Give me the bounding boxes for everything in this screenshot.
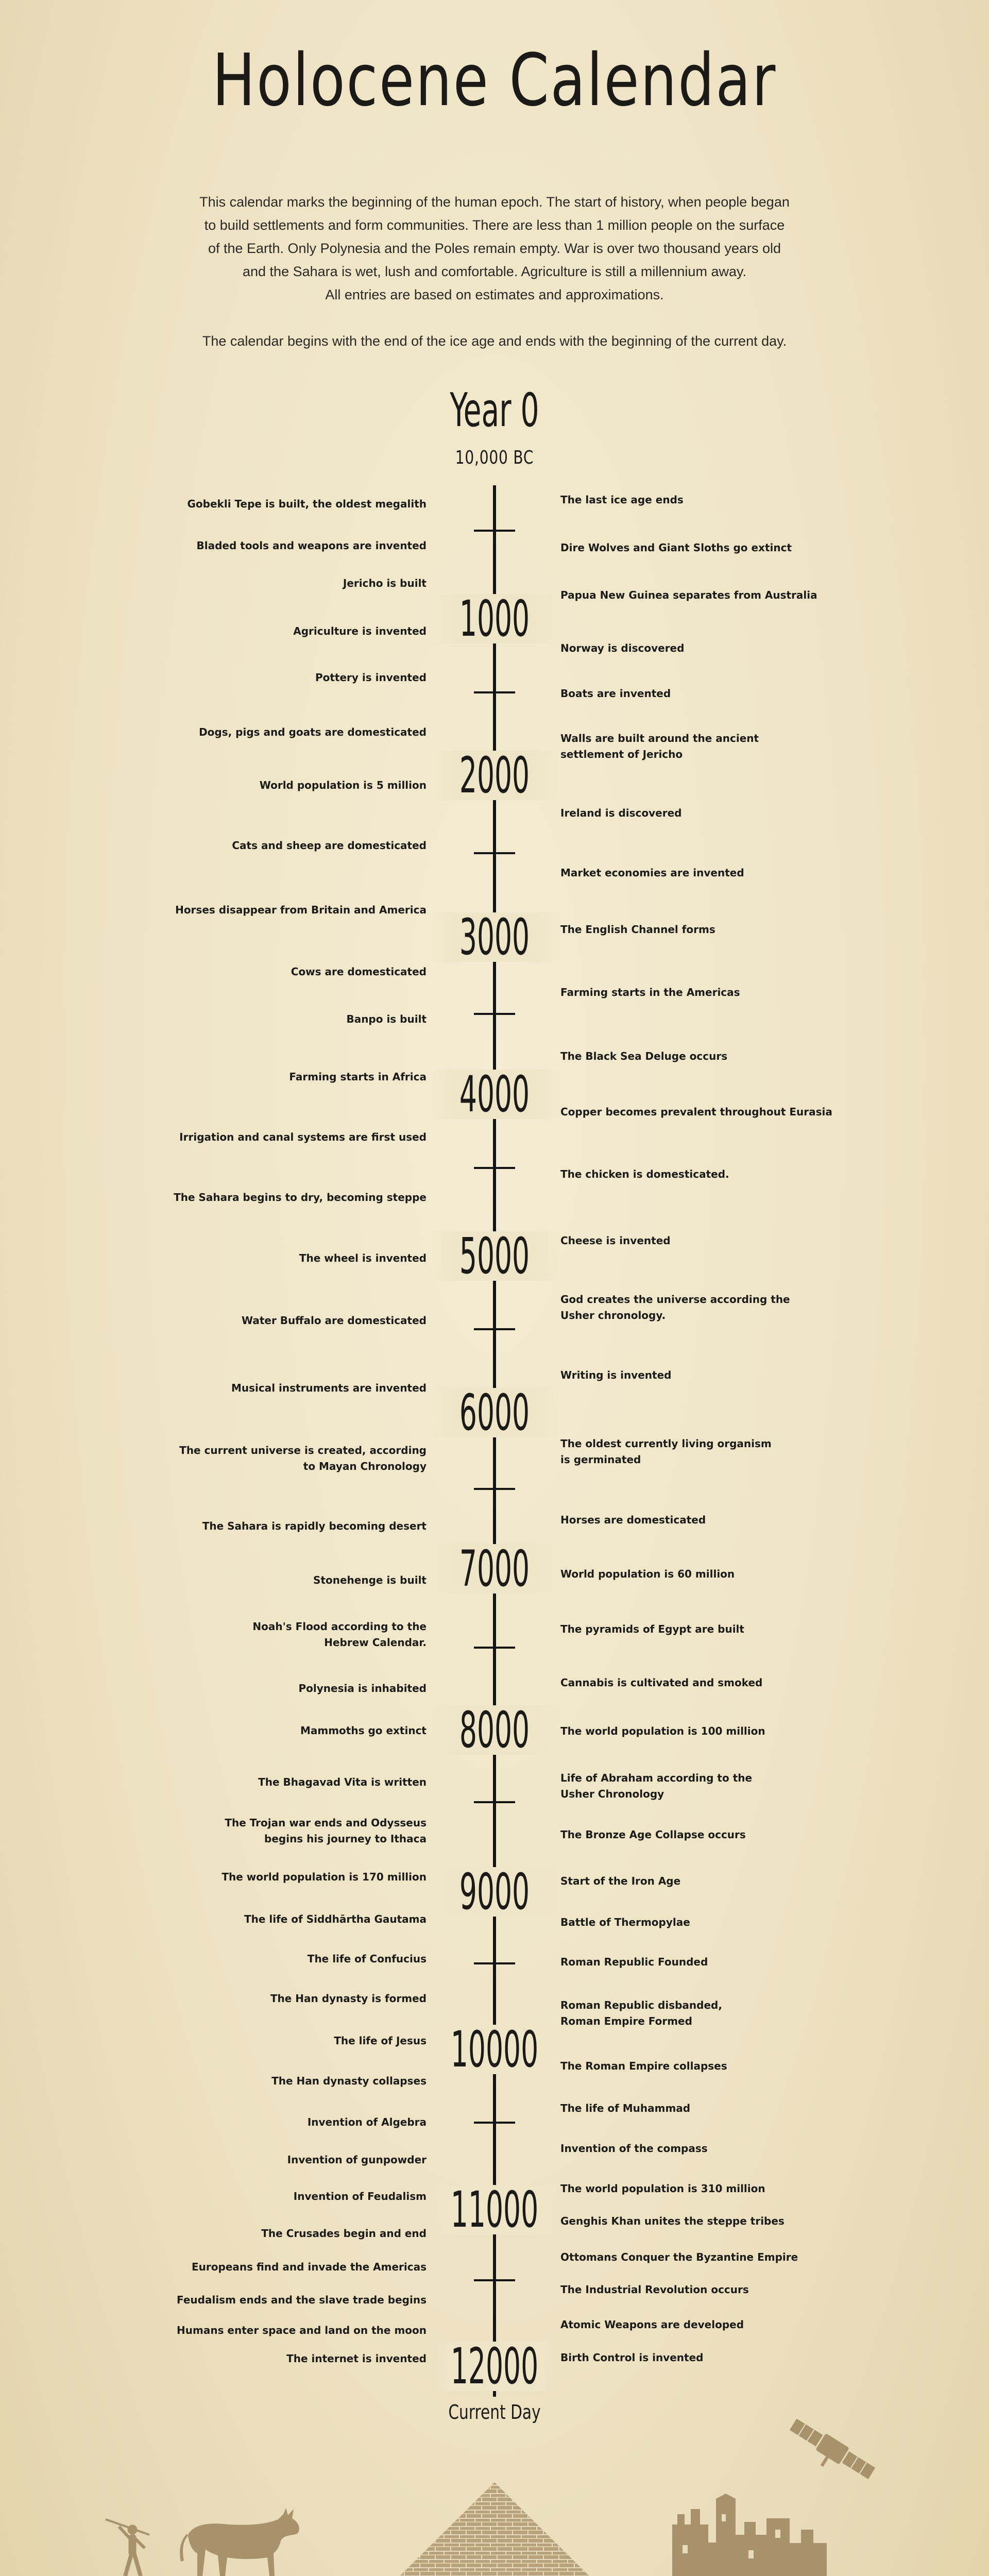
event-left: The world population is 170 million <box>221 1871 427 1883</box>
event-left: The Bhagavad Vita is written <box>258 1776 427 1788</box>
year-marker: 10000 <box>431 2025 558 2074</box>
event-left: The Crusades begin and end <box>261 2227 427 2240</box>
event-right: Market economies are invented <box>560 867 744 879</box>
event-left: The Trojan war ends and Odysseus begins his journey to Ithaca <box>225 1817 427 1845</box>
event-left: The Sahara begins to dry, becoming steppe <box>174 1191 427 1204</box>
event-right: The Black Sea Deluge occurs <box>560 1050 728 1062</box>
timeline-tick <box>474 1013 515 1015</box>
year-zero-label: Year 0 <box>450 383 539 437</box>
event-right: Invention of the compass <box>560 2142 708 2155</box>
event-right: Start of the Iron Age <box>560 1875 681 1887</box>
event-left: Water Buffalo are domesticated <box>242 1314 427 1327</box>
event-left: Pottery is invented <box>315 671 427 684</box>
event-left: Invention of gunpowder <box>287 2154 427 2166</box>
timeline-tick <box>474 2122 515 2124</box>
event-left: Stonehenge is built <box>313 1574 427 1586</box>
event-left: Humans enter space and land on the moon <box>177 2324 427 2336</box>
event-right: Battle of Thermopylae <box>560 1916 690 1928</box>
event-right: The Roman Empire collapses <box>560 2060 727 2072</box>
event-right: Writing is invented <box>560 1369 672 1381</box>
page-title: Holocene Calendar <box>212 39 777 123</box>
event-right: Roman Republic disbanded, Roman Empire Formed <box>560 1999 722 2027</box>
event-left: The Sahara is rapidly becoming desert <box>202 1520 427 1532</box>
event-left: The life of Siddhārtha Gautama <box>244 1913 427 1925</box>
timeline-tick <box>474 2279 515 2281</box>
event-right: Norway is discovered <box>560 642 685 654</box>
current-day-label: Current Day <box>448 2401 541 2424</box>
event-right: Copper becomes prevalent throughout Eurasia <box>560 1106 832 1118</box>
event-left: Agriculture is invented <box>293 625 427 637</box>
event-left: Farming starts in Africa <box>289 1071 427 1083</box>
event-right: The world population is 310 million <box>560 2182 765 2195</box>
year-marker: 11000 <box>431 2185 558 2234</box>
intro-line: This calendar marks the beginning of the human epoch. The start of history, when people began <box>199 194 790 210</box>
event-right: Cannabis is cultivated and smoked <box>560 1676 763 1689</box>
event-right: Genghis Khan unites the steppe tribes <box>560 2215 785 2227</box>
event-left: Musical instruments are invented <box>231 1382 427 1394</box>
event-right: The Industrial Revolution occurs <box>560 2283 749 2296</box>
event-right: The chicken is domesticated. <box>560 1168 729 1180</box>
timeline-tick <box>474 691 515 693</box>
event-left: The life of Jesus <box>334 2035 427 2047</box>
event-right: The English Channel forms <box>560 923 715 936</box>
year-marker: 5000 <box>431 1231 558 1281</box>
timeline-tick <box>474 530 515 532</box>
event-left: The internet is invented <box>286 2352 427 2365</box>
year-marker: 1000 <box>431 594 558 643</box>
year-marker: 2000 <box>431 751 558 800</box>
year-zero-sub: 10,000 BC <box>455 447 534 468</box>
year-marker: 7000 <box>431 1544 558 1594</box>
event-right: The pyramids of Egypt are built <box>560 1623 744 1635</box>
timeline-tick <box>474 1962 515 1964</box>
timeline-tick <box>474 1328 515 1330</box>
event-left: Irrigation and canal systems are first used <box>179 1131 427 1143</box>
event-left: The current universe is created, according to Mayan Chronology <box>179 1444 427 1472</box>
intro-text <box>185 191 804 353</box>
event-right: God creates the universe according the Usher chronology. <box>560 1293 790 1321</box>
event-right: The world population is 100 million <box>560 1725 765 1737</box>
event-left: World population is 5 million <box>259 779 427 791</box>
event-left: Mammoths go extinct <box>300 1724 427 1737</box>
event-left: Cats and sheep are domesticated <box>232 839 427 852</box>
year-marker: 6000 <box>431 1388 558 1437</box>
intro-line: of the Earth. Only Polynesia and the Poles remain empty. War is over two thousand years old <box>208 241 781 256</box>
satellite <box>783 2416 881 2483</box>
event-left: Gobekli Tepe is built, the oldest megalith <box>187 498 427 510</box>
event-left: Banpo is built <box>346 1013 427 1025</box>
event-right: Atomic Weapons are developed <box>560 2318 744 2331</box>
event-right: Dire Wolves and Giant Sloths go extinct <box>560 541 792 554</box>
city-skyline <box>672 2494 827 2576</box>
event-left: Invention of Feudalism <box>293 2190 427 2202</box>
event-right: Papua New Guinea separates from Australia <box>560 589 817 601</box>
timeline-tick <box>474 1647 515 1649</box>
timeline-tick <box>474 1488 515 1490</box>
year-marker: 12000 <box>431 2342 558 2391</box>
event-right: Farming starts in the Americas <box>560 986 740 998</box>
timeline-tick <box>474 852 515 854</box>
event-left: The wheel is invented <box>299 1252 427 1264</box>
event-right: Cheese is invented <box>560 1234 671 1247</box>
hunter-figure <box>100 2514 162 2576</box>
year-marker: 9000 <box>431 1867 558 1917</box>
timeline-tick <box>474 1167 515 1169</box>
timeline-tick <box>474 1801 515 1803</box>
intro-note: The calendar begins with the end of the ice age and ends with the beginning of the current day. <box>202 333 787 349</box>
event-right: Ottomans Conquer the Byzantine Empire <box>560 2251 798 2263</box>
event-left: Invention of Algebra <box>307 2116 427 2128</box>
event-right: Life of Abraham according to the Usher Chronology <box>560 1772 753 1800</box>
event-right: World population is 60 million <box>560 1568 735 1580</box>
event-left: Noah's Flood according to the Hebrew Calendar. <box>252 1620 427 1649</box>
intro-line: All entries are based on estimates and approximations. <box>325 287 664 302</box>
intro-line: to build settlements and form communities. There are less than 1 million people on the surface <box>204 217 785 233</box>
event-left: Dogs, pigs and goats are domesticated <box>199 726 427 738</box>
event-right: Birth Control is invented <box>560 2351 704 2364</box>
event-right: The last ice age ends <box>560 494 684 506</box>
event-right: The life of Muhammad <box>560 2102 691 2114</box>
event-left: Horses disappear from Britain and America <box>175 904 427 916</box>
event-left: The life of Confucius <box>307 1953 427 1965</box>
pyramid <box>397 2481 592 2576</box>
year-marker: 8000 <box>431 1705 558 1755</box>
event-right: Roman Republic Founded <box>560 1956 708 1968</box>
event-left: The Han dynasty collapses <box>271 2075 427 2087</box>
event-left: Europeans find and invade the Americas <box>192 2261 427 2273</box>
event-right: The oldest currently living organism is germinated <box>560 1437 772 1466</box>
event-right: Horses are domesticated <box>560 1514 706 1526</box>
event-right: Walls are built around the ancient settlement of Jericho <box>560 732 759 760</box>
event-left: Cows are domesticated <box>291 965 427 978</box>
year-marker: 4000 <box>431 1070 558 1119</box>
event-left: The Han dynasty is formed <box>270 1992 427 2005</box>
event-right: The Bronze Age Collapse occurs <box>560 1828 746 1841</box>
event-left: Feudalism ends and the slave trade begins <box>177 2294 427 2306</box>
bull-figure <box>178 2504 306 2576</box>
year-marker: 3000 <box>431 912 558 962</box>
event-left: Bladed tools and weapons are invented <box>196 539 427 552</box>
intro-line: and the Sahara is wet, lush and comfortable. Agriculture is still a millennium away. <box>243 264 746 279</box>
event-left: Polynesia is inhabited <box>298 1682 427 1694</box>
event-right: Ireland is discovered <box>560 807 682 819</box>
event-left: Jericho is built <box>343 577 427 589</box>
event-right: Boats are invented <box>560 687 671 700</box>
